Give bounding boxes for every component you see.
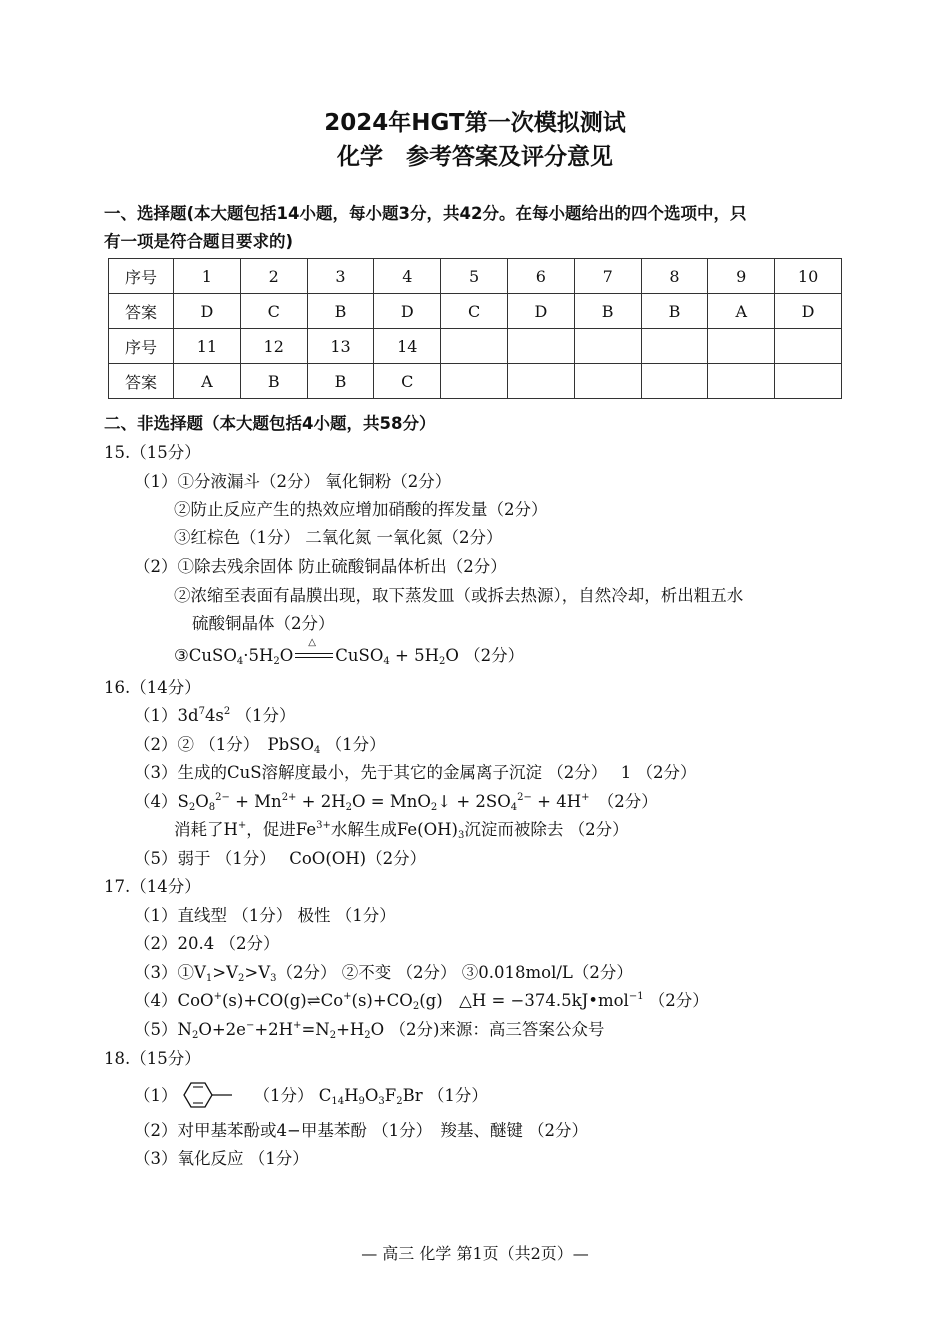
subscript: 4	[510, 802, 518, 813]
text: （4）S	[134, 792, 189, 811]
text: Br （1分）	[402, 1086, 488, 1105]
q17-line	[134, 959, 633, 984]
text: （1）3d	[134, 706, 199, 725]
text: （5）N	[134, 1020, 192, 1039]
eq-subscript: 4	[383, 656, 390, 667]
subscript: 2	[188, 802, 196, 813]
answer-table	[108, 258, 842, 399]
superscript: −1	[628, 991, 644, 1002]
subscript: 2	[396, 1096, 403, 1107]
q18-heading: 18.（15分）	[104, 1049, 201, 1068]
table-cell: 7	[574, 259, 641, 294]
q15-line: （2）①除去残余固体 防止硫酸铜晶体析出（2分）	[134, 557, 507, 576]
eq-text: ③CuSO	[174, 646, 237, 665]
table-cell	[441, 364, 508, 399]
subscript: 2	[430, 802, 438, 813]
superscript: +	[237, 820, 247, 831]
text: F	[384, 1086, 397, 1105]
table-cell: 10	[775, 259, 842, 294]
subscript: 9	[358, 1096, 365, 1107]
table-cell: D	[775, 294, 842, 329]
text: （1分）	[320, 735, 386, 754]
q15-line: 硫酸铜晶体（2分）	[192, 614, 335, 633]
text: >V	[244, 963, 271, 982]
q18-line	[134, 1080, 488, 1110]
superscript: 2+	[281, 792, 297, 803]
q17-line	[134, 987, 709, 1012]
text: =N	[301, 1020, 330, 1039]
subscript: 14	[331, 1096, 345, 1107]
table-header-cell: 序号	[109, 329, 174, 364]
q18-line: （3）氧化反应 （1分）	[134, 1149, 309, 1168]
table-cell	[775, 329, 842, 364]
table-cell: D	[374, 294, 441, 329]
eq-subscript: 4	[236, 656, 244, 667]
superscript: −	[245, 1020, 255, 1031]
table-header-cell: 答案	[109, 364, 174, 399]
eq-text: O （2分）	[445, 646, 525, 665]
table-cell: C	[374, 364, 441, 399]
subscript: 2	[412, 1001, 420, 1012]
text: (s)+CO(g)⇌Co	[221, 991, 344, 1010]
subscript: 2	[345, 802, 353, 813]
table-row	[109, 329, 842, 364]
q16-line	[134, 731, 386, 756]
q16-line	[134, 702, 296, 726]
subscript: 3	[270, 973, 277, 984]
table-cell: 6	[507, 259, 574, 294]
text: + Mn	[229, 792, 282, 811]
page-footer: — 高三 化学 第1页（共2页）—	[361, 1244, 589, 1263]
q15-heading: 15.（15分）	[104, 443, 201, 462]
text: ，促进Fe	[246, 820, 317, 839]
text: ↓ + 2SO	[437, 792, 511, 811]
table-row	[109, 294, 842, 329]
subscript: 2	[364, 1030, 371, 1041]
q15-line: ③红棕色（1分） 二氧化氮 一氧化氮（2分）	[174, 528, 503, 547]
q15-line: （1）①分液漏斗（2分） 氧化铜粉（2分）	[134, 472, 452, 491]
eq-text: CuSO	[335, 646, 384, 665]
page-title: 2024年HGT第一次模拟测试	[324, 110, 626, 136]
text: （3）①V	[134, 963, 206, 982]
subscript: 2	[329, 1030, 337, 1041]
table-cell: B	[307, 294, 374, 329]
text: （1分）	[230, 706, 296, 725]
table-cell: 14	[374, 329, 441, 364]
superscript: 2−	[215, 792, 230, 803]
table-cell: A	[174, 364, 241, 399]
text: O+2e	[198, 1020, 246, 1039]
table-cell: A	[708, 294, 775, 329]
text: （2）② （1分） PbSO	[134, 735, 314, 754]
eq-subscript: 2	[438, 656, 446, 667]
subscript: 4	[314, 745, 321, 756]
table-row	[109, 364, 842, 399]
text: H	[344, 1086, 359, 1105]
section1-heading-line2: 有一项是符合题目要求的)	[104, 232, 294, 251]
text: 4s	[204, 706, 224, 725]
table-cell: 11	[174, 329, 241, 364]
subscript: 3	[457, 830, 465, 841]
text: O （2分)来源：高三答案公众号	[370, 1020, 605, 1039]
table-cell	[574, 364, 641, 399]
table-cell	[441, 329, 508, 364]
table-cell: B	[240, 364, 307, 399]
table-cell: 3	[307, 259, 374, 294]
heat-triangle-icon: △	[308, 637, 316, 648]
table-cell	[708, 364, 775, 399]
q16-heading: 16.（14分）	[104, 678, 201, 697]
table-cell: 5	[441, 259, 508, 294]
table-cell	[641, 329, 708, 364]
section1-heading-line1: 一、选择题(本大题包括14小题，每小题3分，共42分。在每小题给出的四个选项中，只	[104, 204, 747, 223]
q16-line: （3）生成的CuS溶解度最小，先于其它的金属离子沉淀 （2分） 1 （2分）	[134, 763, 697, 782]
table-cell	[775, 364, 842, 399]
superscript: 2	[223, 706, 231, 717]
eq-text: O	[279, 646, 294, 665]
subscript: 2	[191, 1030, 199, 1041]
text: (s)+CO	[351, 991, 413, 1010]
subscript: 3	[378, 1096, 385, 1107]
table-cell: 9	[708, 259, 775, 294]
table-cell: 13	[307, 329, 374, 364]
text: 沉淀而被除去 （2分）	[464, 820, 629, 839]
table-cell	[708, 329, 775, 364]
table-header-cell: 序号	[109, 259, 174, 294]
table-cell: C	[441, 294, 508, 329]
table-cell: 2	[240, 259, 307, 294]
table-cell	[641, 364, 708, 399]
q16-line	[134, 788, 658, 813]
page-subtitle: 化学 参考答案及评分意见	[337, 144, 613, 170]
subscript: 8	[208, 802, 216, 813]
heat-condition-arrow	[295, 637, 333, 661]
table-cell: D	[174, 294, 241, 329]
section2-heading: 二、非选择题（本大题包括4小题，共58分）	[104, 414, 436, 433]
text: O	[195, 792, 209, 811]
subscript: 1	[205, 973, 213, 984]
table-cell: B	[307, 364, 374, 399]
text: (g) △H = −374.5kJ•mol	[419, 991, 629, 1010]
table-cell: 8	[641, 259, 708, 294]
benzene-methyl-structure-icon	[180, 1080, 240, 1110]
table-cell: C	[240, 294, 307, 329]
text: +2H	[254, 1020, 294, 1039]
text: （2分）	[643, 991, 709, 1010]
text: （1分） C	[253, 1086, 332, 1105]
text: 水解生成Fe(OH)	[330, 820, 458, 839]
text: （2分）	[589, 792, 658, 811]
superscript: 7	[198, 706, 205, 717]
q17-line: （1）直线型 （1分） 极性 （1分）	[134, 906, 396, 925]
table-cell: B	[574, 294, 641, 329]
text: O = MnO	[352, 792, 431, 811]
table-row	[109, 259, 842, 294]
q16-line	[174, 816, 629, 841]
text: O	[364, 1086, 379, 1105]
superscript: +	[293, 1020, 302, 1031]
text: （4）CoO	[134, 991, 214, 1010]
superscript: +	[213, 991, 222, 1002]
q17-line: （2）20.4 （2分）	[134, 934, 280, 953]
q15-line: ②浓缩至表面有晶膜出现，取下蒸发皿（或拆去热源），自然冷却，析出粗五水	[174, 586, 744, 605]
text: + 4H	[531, 792, 582, 811]
table-cell: D	[507, 294, 574, 329]
superscript: +	[343, 991, 352, 1002]
table-cell	[574, 329, 641, 364]
text: （1）	[134, 1086, 178, 1105]
text: （2分） ②不变 （2分） ③0.018mol/L（2分）	[276, 963, 633, 982]
text: 消耗了H	[174, 820, 238, 839]
superscript: +	[581, 792, 590, 803]
table-header-cell: 答案	[109, 294, 174, 329]
superscript: 2−	[517, 792, 532, 803]
subscript: 2	[238, 973, 245, 984]
text: >V	[212, 963, 239, 982]
q16-line: （5）弱于 （1分） CoO(OH)（2分）	[134, 849, 427, 868]
q15-line: ②防止反应产生的热效应增加硝酸的挥发量（2分）	[174, 500, 548, 519]
table-cell: B	[641, 294, 708, 329]
text: +H	[336, 1020, 365, 1039]
q15-equation	[174, 637, 525, 667]
q17-heading: 17.（14分）	[104, 877, 201, 896]
eq-text: + 5H	[389, 646, 439, 665]
table-cell	[507, 329, 574, 364]
eq-text: ·5H	[243, 646, 274, 665]
text: + 2H	[296, 792, 346, 811]
eq-subscript: 2	[273, 656, 280, 667]
table-cell: 12	[240, 329, 307, 364]
q17-line	[134, 1016, 604, 1041]
q18-line: （2）对甲基苯酚或4−甲基苯酚 （1分） 羧基、醚键 （2分）	[134, 1121, 589, 1140]
table-cell	[507, 364, 574, 399]
table-cell: 1	[174, 259, 241, 294]
superscript: 3+	[316, 820, 331, 831]
table-cell: 4	[374, 259, 441, 294]
